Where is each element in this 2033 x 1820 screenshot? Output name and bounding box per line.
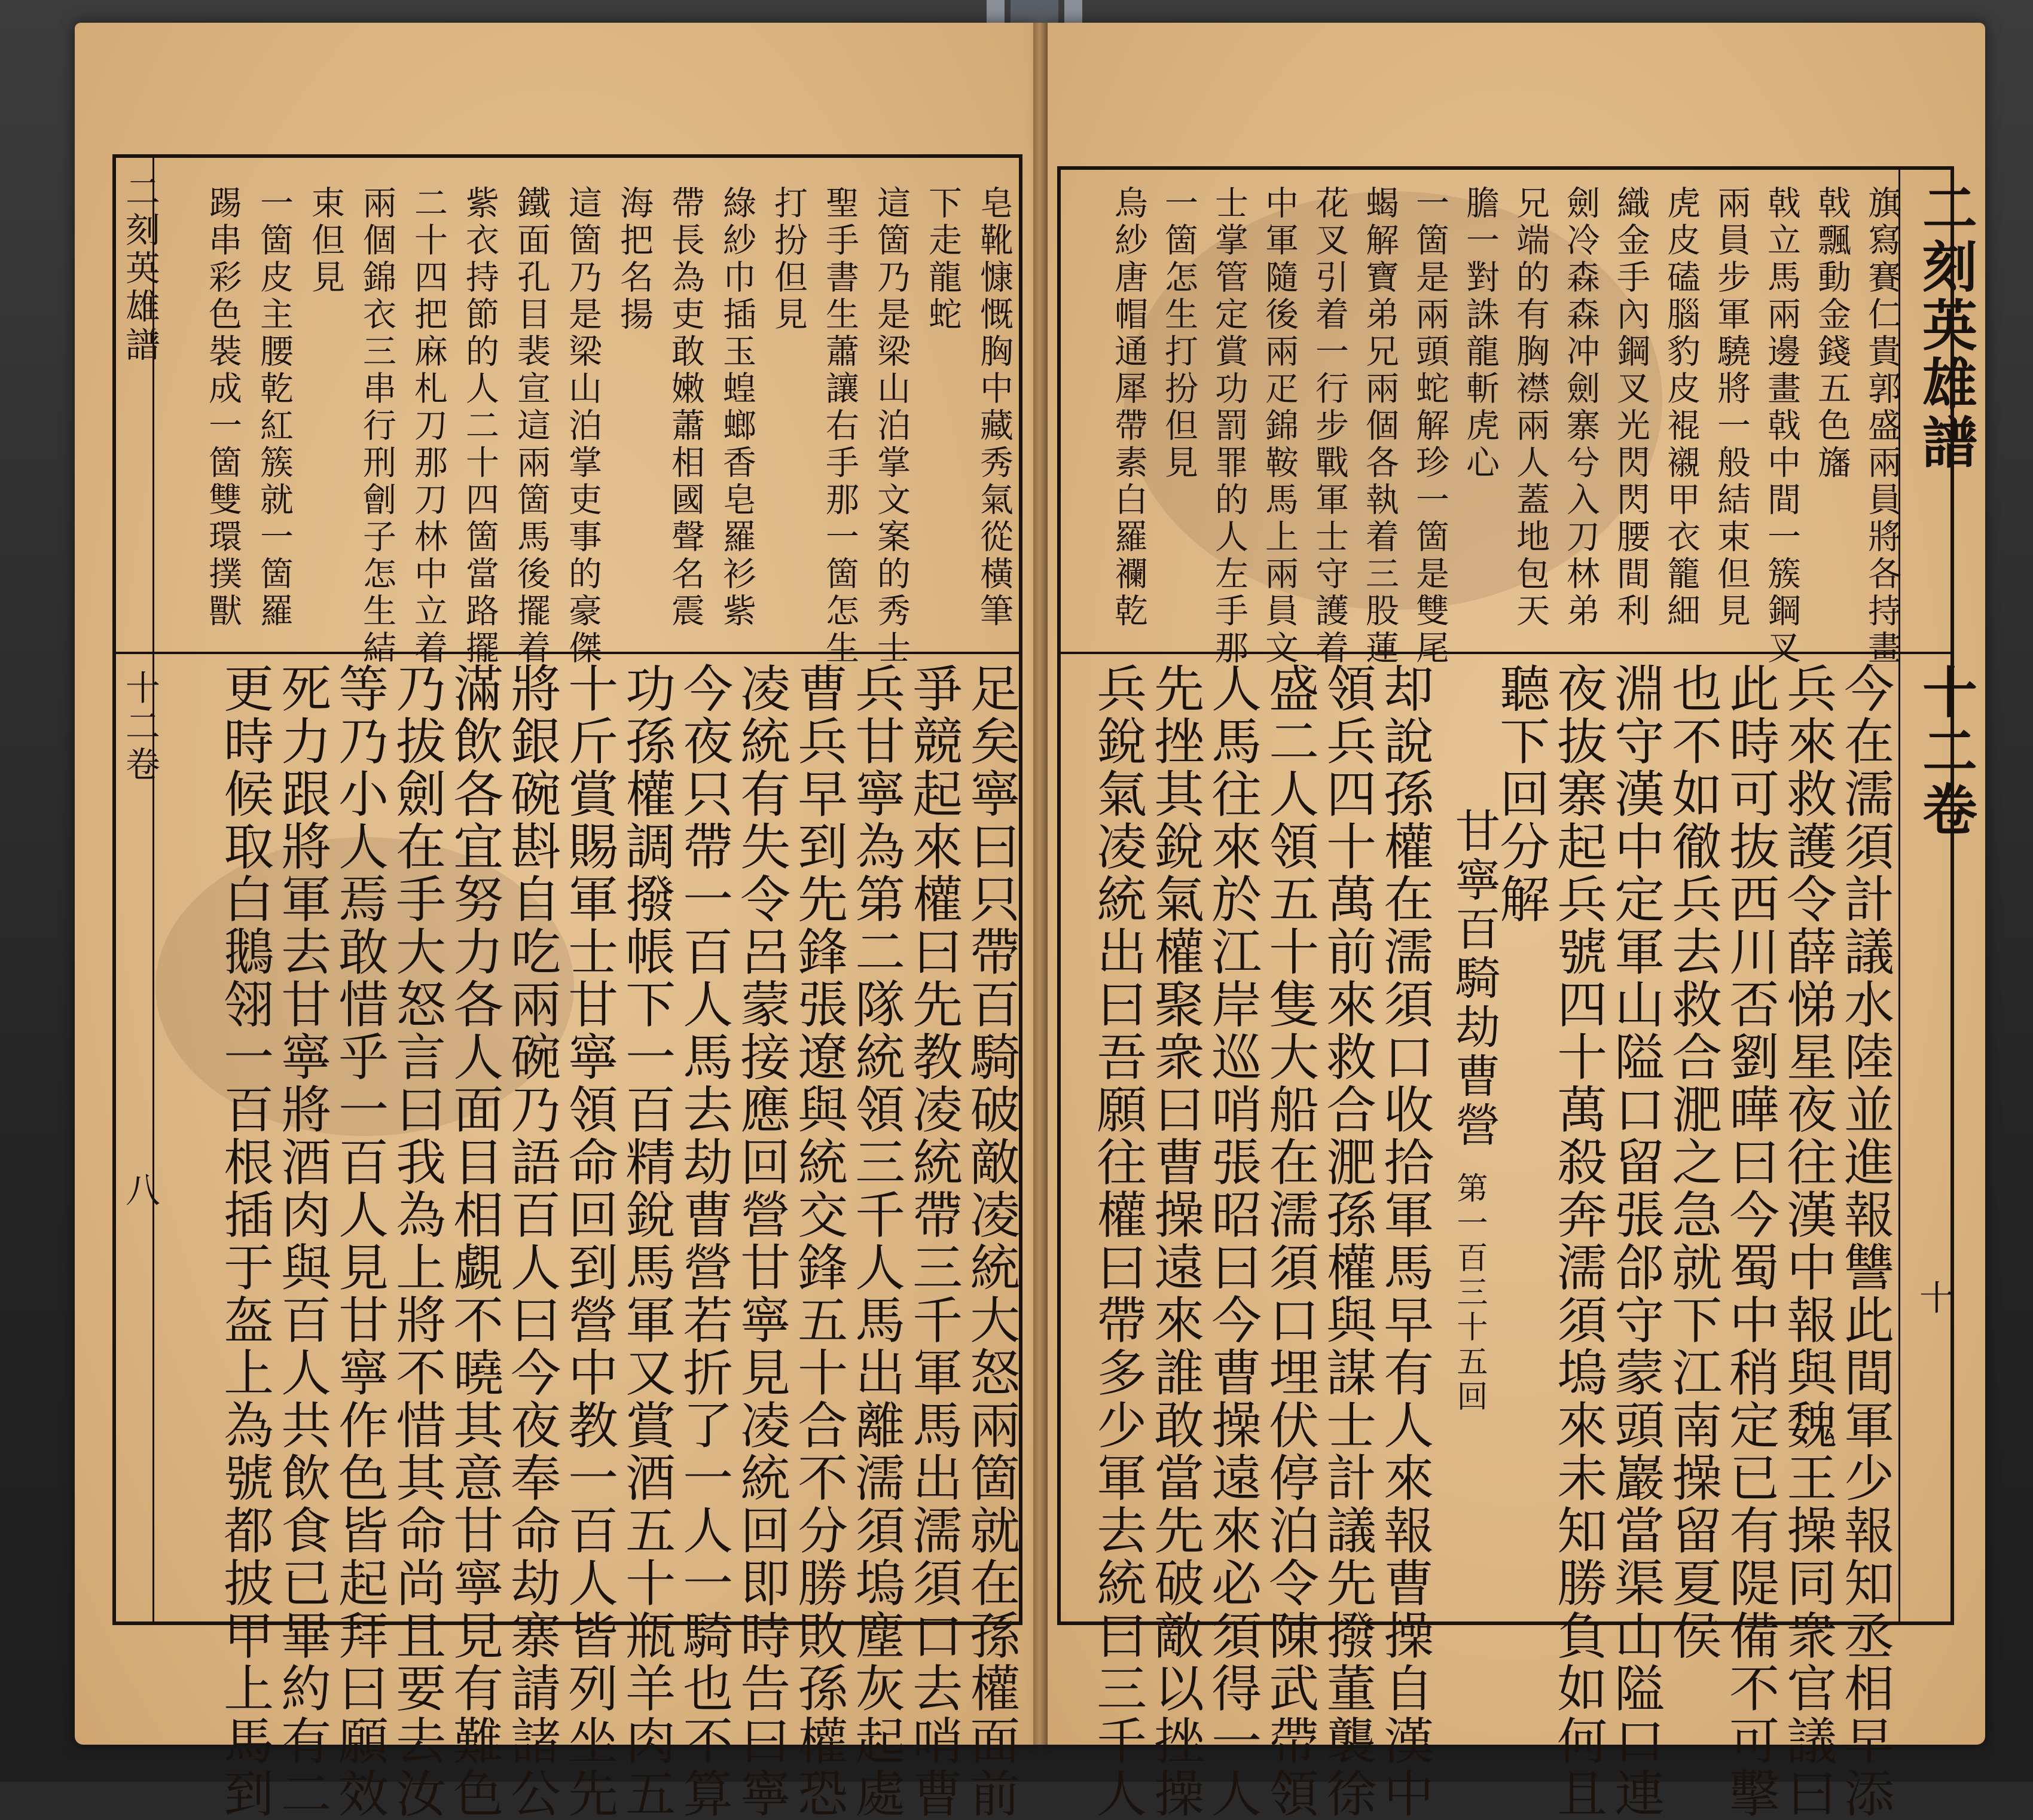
text-column: 功孫權調撥帳下一百精銳馬軍又賞酒五十瓶羊肉五: [617, 662, 676, 1820]
text-column: 旗寫賽仁貴郭盛兩員將各持畫: [1863, 185, 1901, 667]
text-column: 膽一對誅龍斬虎心: [1461, 185, 1500, 482]
text-column: 織金手內鋼叉光閃閃腰間利: [1611, 185, 1650, 630]
text-column: 這箇乃是梁山泊掌吏事的豪傑: [563, 185, 602, 667]
text-column: 此時可抜西川否劉曄曰今蜀中稍定已有隄備不可擊: [1721, 662, 1780, 1820]
text-column: 皂靴慷慨胸中藏秀氣從橫筆: [975, 185, 1014, 630]
text-column: 中軍隨後兩疋錦鞍馬上兩員文: [1260, 185, 1299, 667]
volume-label: 十二卷: [1913, 664, 1978, 839]
text-column: 將銀碗斟自吃兩碗乃語百人曰今夜奉命劫寨請諸公: [502, 662, 561, 1820]
right-leaf-number: 十: [1913, 1280, 1954, 1318]
text-column: 却說孫權在濡須口收拾軍馬早有人來報曹操自漢中: [1375, 662, 1434, 1820]
chapter-number: 第一百三十五回: [1451, 1172, 1487, 1415]
text-column: 束但見: [306, 185, 345, 297]
text-column: 也不如徹兵去救合淝之急就下江南操留夏侯: [1663, 662, 1723, 1662]
text-column: 劍冷森森冲劍寨兮入刀林弟: [1561, 185, 1600, 630]
text-column: 鐵面孔目裴宣這兩箇馬後擺着: [512, 185, 551, 667]
text-column: 這箇乃是梁山泊掌文案的秀士: [872, 185, 911, 667]
text-column: 聖手書生蕭讓右手那一箇怎生: [820, 185, 859, 667]
text-column: 下走龍蛇: [923, 185, 962, 334]
text-column: 二十四把麻札刀那刀林中立着: [409, 185, 448, 667]
text-column: 打扮但見: [769, 185, 808, 334]
text-column: 人馬往來於江岸巡哨張昭曰今曹操遠來必須得一人: [1203, 662, 1262, 1820]
text-column: 兩員步軍驍將一般結束但見: [1712, 185, 1751, 630]
text-column: 乃拔劍在手大怒言曰我為上將不惜其命尚且要去汝: [387, 662, 447, 1820]
text-column: 領兵四十萬前來救合淝孫權與謀士計議先撥董襲徐: [1318, 662, 1377, 1820]
text-column: 帶長為吏敢嫩蕭相國聲名震: [666, 185, 705, 630]
text-column: 士掌管定賞功罰罪的人左手那: [1210, 185, 1249, 667]
left-leaf-number: 八: [120, 1172, 160, 1210]
text-column: 虎皮磕腦豹皮裩襯甲衣籠細: [1662, 185, 1701, 630]
left-side-book-title: 二刻英雄譜: [120, 173, 160, 365]
text-column: 足矣寧曰只帶百騎破敵凌統大怒兩箇就在孫權面前: [961, 662, 1021, 1820]
text-column: 十斤賞賜軍士甘寧領命回到營中教一百人皆列坐先: [560, 662, 619, 1820]
text-column: 曹兵早到先鋒張遼與統交鋒五十合不分勝敗孫權恐: [789, 662, 848, 1820]
text-column: 今在濡須計議水陸並進報讐此間軍少報知丞相早添: [1836, 662, 1895, 1820]
text-column: 戟飄動金錢五色旛: [1812, 185, 1851, 482]
text-column: 死力跟將軍去甘寧將酒肉與百人共飲食已畢約有二: [273, 662, 332, 1820]
text-column: 兵銳氣凌統出曰吾願往權曰帶多少軍去統曰三千人: [1088, 662, 1147, 1820]
text-column: 夜抜寨起兵號四十萬殺奔濡須塢來未知勝負如何且: [1549, 662, 1608, 1820]
text-column: 踢串彩色裝成一箇雙環撲獸: [203, 185, 242, 630]
text-column: 一箇是兩頭蛇解珍一箇是雙尾: [1411, 185, 1449, 667]
book-title: 二刻英雄譜: [1913, 179, 1978, 472]
text-column: 花叉引着一行步戰軍士守護着: [1310, 185, 1349, 667]
text-column: 兵甘寧為第二隊統領三千人馬出離濡須塢塵灰起處: [847, 662, 906, 1820]
text-column: 戟立馬兩邊畫戟中間一簇鋼叉: [1762, 185, 1801, 667]
text-column: 一箇怎生打扮但見: [1159, 185, 1198, 482]
text-column: 凌統有失令呂蒙接應回營甘寧見凌統回即時告曰寧: [732, 662, 791, 1820]
text-column: 兩個錦衣三串行刑劊子怎生結: [358, 185, 396, 667]
book-gutter: [1033, 23, 1048, 1745]
text-column: 更時候取白鵝翎一百根插于盔上為號都披甲上馬到: [215, 662, 274, 1820]
text-column: 紫衣持節的人二十四箇當路擺: [460, 185, 499, 667]
chapter-title: 甘寧百騎劫曹營: [1448, 807, 1501, 1150]
text-column: 聽下回分解: [1491, 662, 1550, 926]
text-column: 烏紗唐帽通犀帶素白羅襴乾: [1109, 185, 1148, 630]
text-column: 蝎解寶弟兄兩個各執着三股蓮: [1360, 185, 1399, 667]
left-side-volume: 十二卷: [120, 670, 160, 784]
text-column: 爭競起來權曰先教凌統帶三千軍馬出濡須口去哨曹: [904, 662, 963, 1820]
text-column: 淵守漢中定軍山隘口留張郃守蒙頭巖當渠山隘口連: [1606, 662, 1665, 1820]
text-column: 兄端的有胸襟兩人蓋地包天: [1511, 185, 1550, 630]
text-column: 今夜只帶一百人馬去劫曹營若折了一人一騎也不算: [674, 662, 734, 1820]
text-column: 一箇皮主腰乾紅簇就一箇羅: [255, 185, 294, 630]
right-register-divider: [1057, 652, 1950, 654]
text-column: 盛二人領五十隻大船在濡須口埋伏停泊令陳武帶領: [1260, 662, 1320, 1820]
text-column: 等乃小人焉敢惜乎一百人見甘寧作色皆起拜曰願效: [330, 662, 389, 1820]
text-column: 兵來救護令薛悌星夜往漢中報與魏王操同衆官議曰: [1778, 662, 1837, 1820]
text-column: 綠紗巾插玉蝗螂香皂羅衫紫: [718, 185, 756, 630]
text-column: 滿飲各宜努力各人面目相覷不曉其意甘寧見有難色: [445, 662, 504, 1820]
left-margin-rule: [152, 154, 154, 1621]
text-column: 海把名揚: [615, 185, 654, 334]
text-column: 先挫其銳氣權聚衆曰曹操遠來誰敢當先破敵以挫操: [1146, 662, 1205, 1820]
